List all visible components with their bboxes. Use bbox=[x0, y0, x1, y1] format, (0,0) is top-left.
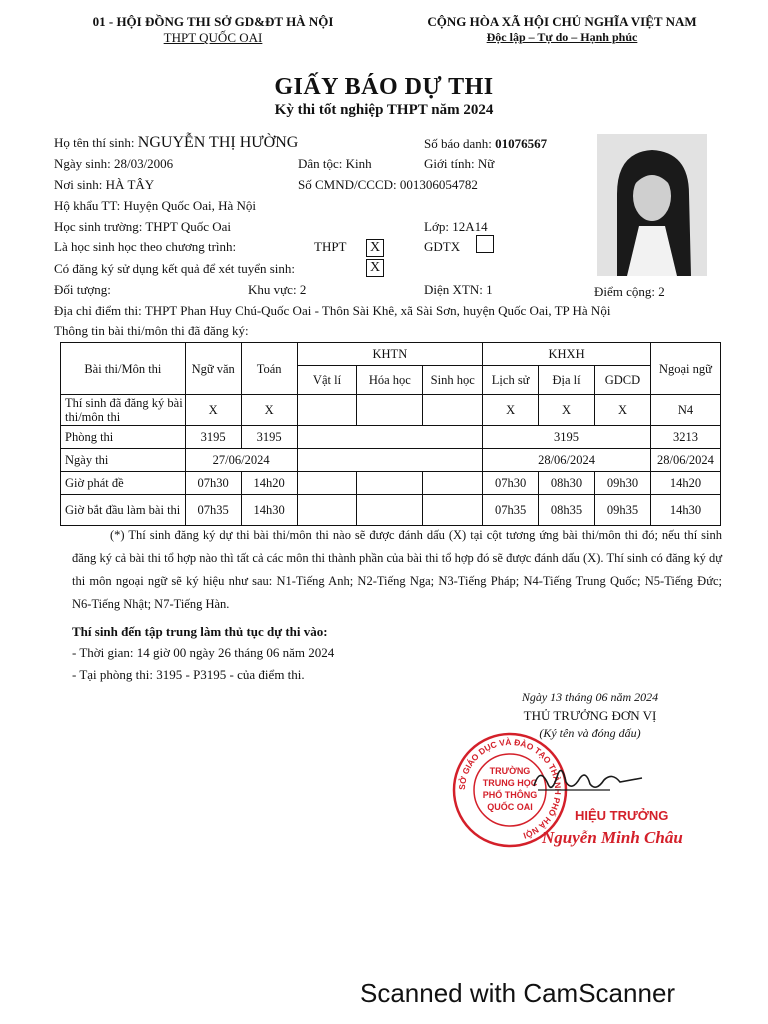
sign-date: Ngày 13 tháng 06 năm 2024 bbox=[521, 690, 659, 704]
cell: 3213 bbox=[650, 426, 720, 449]
admission-checkbox: X bbox=[366, 259, 384, 277]
gender-row bbox=[424, 156, 494, 172]
row-label-registered: Thí sinh đã đăng ký bài thi/môn thi bbox=[61, 395, 186, 426]
table-row bbox=[61, 426, 721, 449]
bonus-label: Điểm cộng: bbox=[594, 284, 656, 299]
header-civics: GDCD bbox=[595, 366, 651, 395]
id-row bbox=[298, 177, 478, 193]
header-khtn: KHTN bbox=[297, 343, 483, 366]
program-label: Là học sinh học theo chương trình: bbox=[54, 239, 237, 254]
table-header-row bbox=[61, 343, 721, 366]
cell: 14h30 bbox=[650, 495, 720, 526]
cell: X bbox=[539, 395, 595, 426]
gather-time: - Thời gian: 14 giờ 00 ngày 26 tháng 06 năm 2024 bbox=[72, 645, 335, 660]
dob-label: Ngày sinh: bbox=[54, 156, 111, 171]
signer-position: HIỆU TRƯỞNG bbox=[575, 808, 669, 823]
program-thpt-label: THPT bbox=[314, 239, 347, 254]
cell: 3195 bbox=[241, 426, 297, 449]
cell: 14h20 bbox=[241, 472, 297, 495]
birthplace-label: Nơi sinh: bbox=[54, 177, 103, 192]
bonus-row bbox=[594, 284, 665, 300]
venue-value: THPT Phan Huy Chú-Quốc Oai - Thôn Sài Khê, xã Sài Sơn, huyện Quốc Oai, TP Hà Nội bbox=[144, 303, 611, 318]
header-chemistry: Hóa học bbox=[357, 366, 423, 395]
birthplace-row bbox=[54, 177, 154, 193]
xtn-row bbox=[424, 282, 493, 298]
cell: 09h35 bbox=[595, 495, 651, 526]
xtn-label: Diện XTN: bbox=[424, 282, 483, 297]
document-title: GIẤY BÁO DỰ THI bbox=[274, 74, 494, 100]
cell: 07h30 bbox=[483, 472, 539, 495]
header-math: Toán bbox=[241, 343, 297, 395]
cell: 27/06/2024 bbox=[185, 449, 297, 472]
stamp-line2: TRUNG HỌC bbox=[482, 778, 538, 788]
table-row bbox=[61, 472, 721, 495]
note-paragraph: (*) Thí sinh đăng ký dự thi bài thi/môn thi nào sẽ được đánh dấu (X) tại cột tương ứng bài thi/môn thi đó; nếu thí sinh đăng ký cả bài thi tổ hợp nào thì tất cả các môn thi thành phần của bài thi tổ hợp đó sẽ được đánh dấu (X). Thí sinh có đăng ký dự thi môn ngoại ngữ sẽ ký hiệu như sau: N1-Tiếng Anh; N2-Tiếng Nga; N3-Tiếng Pháp; N4-Tiếng Trung Quốc; N5-Tiếng Đức; N6-Tiếng Nhật; N7-Tiếng Hàn. bbox=[72, 528, 722, 611]
id-label: Số CMND/CCCD: bbox=[298, 177, 397, 192]
school-value: THPT Quốc Oai bbox=[145, 219, 232, 234]
school-label: Học sinh trường: bbox=[54, 219, 143, 234]
header-physics: Vật lí bbox=[297, 366, 357, 395]
motto-line: Độc lập – Tự do – Hạnh phúc bbox=[486, 30, 638, 44]
venue-label: Địa chỉ điểm thi: bbox=[54, 303, 142, 318]
gdtx-checkbox bbox=[476, 235, 494, 253]
class-label: Lớp: bbox=[424, 219, 449, 234]
region-value: 2 bbox=[299, 282, 307, 297]
stamp-line1: TRƯỜNG bbox=[489, 766, 531, 776]
school-line: THPT QUỐC OAI bbox=[163, 30, 263, 45]
target-label: Đối tượng: bbox=[54, 282, 111, 297]
sign-instruction: (Ký tên và đóng dấu) bbox=[539, 726, 641, 740]
cell bbox=[297, 449, 483, 472]
header-biology: Sinh học bbox=[423, 366, 483, 395]
cell bbox=[423, 395, 483, 426]
gender-value: Nữ bbox=[477, 156, 495, 171]
class-row bbox=[424, 219, 488, 235]
issuer-line: 01 - HỘI ĐỒNG THI SỞ GD&ĐT HÀ NỘI bbox=[92, 14, 334, 29]
school-row bbox=[54, 219, 231, 235]
cell bbox=[357, 395, 423, 426]
region-row bbox=[248, 282, 306, 298]
nation-line: CỘNG HÒA XÃ HỘI CHỦ NGHĨA VIỆT NAM bbox=[427, 14, 697, 29]
class-value: 12A14 bbox=[452, 219, 488, 234]
dob-row bbox=[54, 156, 173, 172]
header-subject: Bài thi/Môn thi bbox=[61, 343, 186, 395]
cell: N4 bbox=[650, 395, 720, 426]
cell: 07h30 bbox=[185, 472, 241, 495]
xtn-value: 1 bbox=[486, 282, 493, 297]
program-gdtx-label: GDTX bbox=[424, 239, 461, 254]
exam-schedule-table bbox=[60, 342, 721, 526]
document-subtitle: Kỳ thi tốt nghiệp THPT năm 2024 bbox=[274, 102, 494, 118]
thpt-checkbox: X bbox=[366, 239, 384, 257]
table-row bbox=[61, 495, 721, 526]
sbd-label: Số báo danh: bbox=[424, 136, 492, 151]
sbd-row bbox=[424, 136, 547, 152]
ethnic-value: Kinh bbox=[345, 156, 372, 171]
cell: 3195 bbox=[185, 426, 241, 449]
name-label: Họ tên thí sinh: bbox=[54, 135, 135, 150]
residence-value: Huyện Quốc Oai, Hà Nội bbox=[123, 198, 257, 213]
handwritten-signature bbox=[530, 760, 650, 800]
cell: 14h30 bbox=[241, 495, 297, 526]
sign-authority: THỦ TRƯỞNG ĐƠN VỊ bbox=[523, 708, 657, 723]
dob-value: 28/03/2006 bbox=[113, 156, 174, 171]
table-row bbox=[61, 449, 721, 472]
id-value: 001306054782 bbox=[399, 177, 478, 192]
issuer-block bbox=[68, 14, 358, 46]
row-label-room: Phòng thi bbox=[61, 426, 186, 449]
cell: 28/06/2024 bbox=[483, 449, 651, 472]
cell: 09h30 bbox=[595, 472, 651, 495]
cell: 14h20 bbox=[650, 472, 720, 495]
cell bbox=[297, 472, 357, 495]
row-label-paper: Giờ phát đề bbox=[61, 472, 186, 495]
residence-row bbox=[54, 198, 256, 214]
cell bbox=[297, 395, 357, 426]
ethnic-label: Dân tộc: bbox=[298, 156, 343, 171]
cell bbox=[423, 472, 483, 495]
gender-label: Giới tính: bbox=[424, 156, 475, 171]
ethnic-row bbox=[298, 156, 372, 172]
registered-label: Thông tin bài thi/môn thi đã đăng ký: bbox=[54, 323, 249, 338]
cell: 07h35 bbox=[185, 495, 241, 526]
cell bbox=[357, 472, 423, 495]
cell bbox=[357, 495, 423, 526]
region-label: Khu vực: bbox=[248, 282, 297, 297]
signer-name: Nguyễn Minh Châu bbox=[542, 828, 683, 847]
cell bbox=[297, 426, 483, 449]
row-label-start: Giờ bắt đầu làm bài thi bbox=[61, 495, 186, 526]
cell bbox=[297, 495, 357, 526]
cell: 28/06/2024 bbox=[650, 449, 720, 472]
cell: 08h35 bbox=[539, 495, 595, 526]
target-row bbox=[54, 282, 111, 298]
residence-label: Hộ khẩu TT: bbox=[54, 198, 121, 213]
cell: X bbox=[185, 395, 241, 426]
birthplace-value: HÀ TÂY bbox=[105, 177, 155, 192]
cell: 07h35 bbox=[483, 495, 539, 526]
name-row bbox=[54, 134, 298, 152]
stamp-line4: QUỐC OAI bbox=[487, 802, 533, 812]
cell: 08h30 bbox=[539, 472, 595, 495]
cell: X bbox=[595, 395, 651, 426]
cell: X bbox=[241, 395, 297, 426]
portrait-image bbox=[597, 134, 707, 276]
national-motto-block bbox=[392, 14, 732, 45]
cell: 3195 bbox=[483, 426, 651, 449]
stamp-ring-text: SỞ GIÁO DỤC VÀ ĐÀO TẠO THÀNH PHỐ HÀ NỘI bbox=[456, 736, 564, 841]
cell: X bbox=[483, 395, 539, 426]
bonus-value: 2 bbox=[658, 284, 665, 299]
gather-room: - Tại phòng thi: 3195 - P3195 - của điểm thi. bbox=[72, 667, 305, 682]
header-geography: Địa lí bbox=[539, 366, 595, 395]
sbd-value: 01076567 bbox=[495, 136, 548, 151]
header-history: Lịch sử bbox=[483, 366, 539, 395]
table-row bbox=[61, 395, 721, 426]
stamp-line3: PHỔ THÔNG bbox=[482, 790, 538, 800]
header-khxh: KHXH bbox=[483, 343, 651, 366]
cell bbox=[423, 495, 483, 526]
candidate-photo bbox=[597, 134, 707, 276]
header-language: Ngoại ngữ bbox=[650, 343, 720, 395]
scanner-watermark: Scanned with CamScanner bbox=[360, 978, 676, 1008]
admission-label: Có đăng ký sử dụng kết quả để xét tuyển sinh: bbox=[54, 261, 296, 276]
row-label-date: Ngày thi bbox=[61, 449, 186, 472]
venue-row bbox=[54, 303, 610, 319]
candidate-name: NGUYỄN THỊ HƯỜNG bbox=[137, 134, 299, 151]
header-literature: Ngữ văn bbox=[185, 343, 241, 395]
gather-heading: Thí sinh đến tập trung làm thủ tục dự thi vào: bbox=[72, 624, 328, 639]
